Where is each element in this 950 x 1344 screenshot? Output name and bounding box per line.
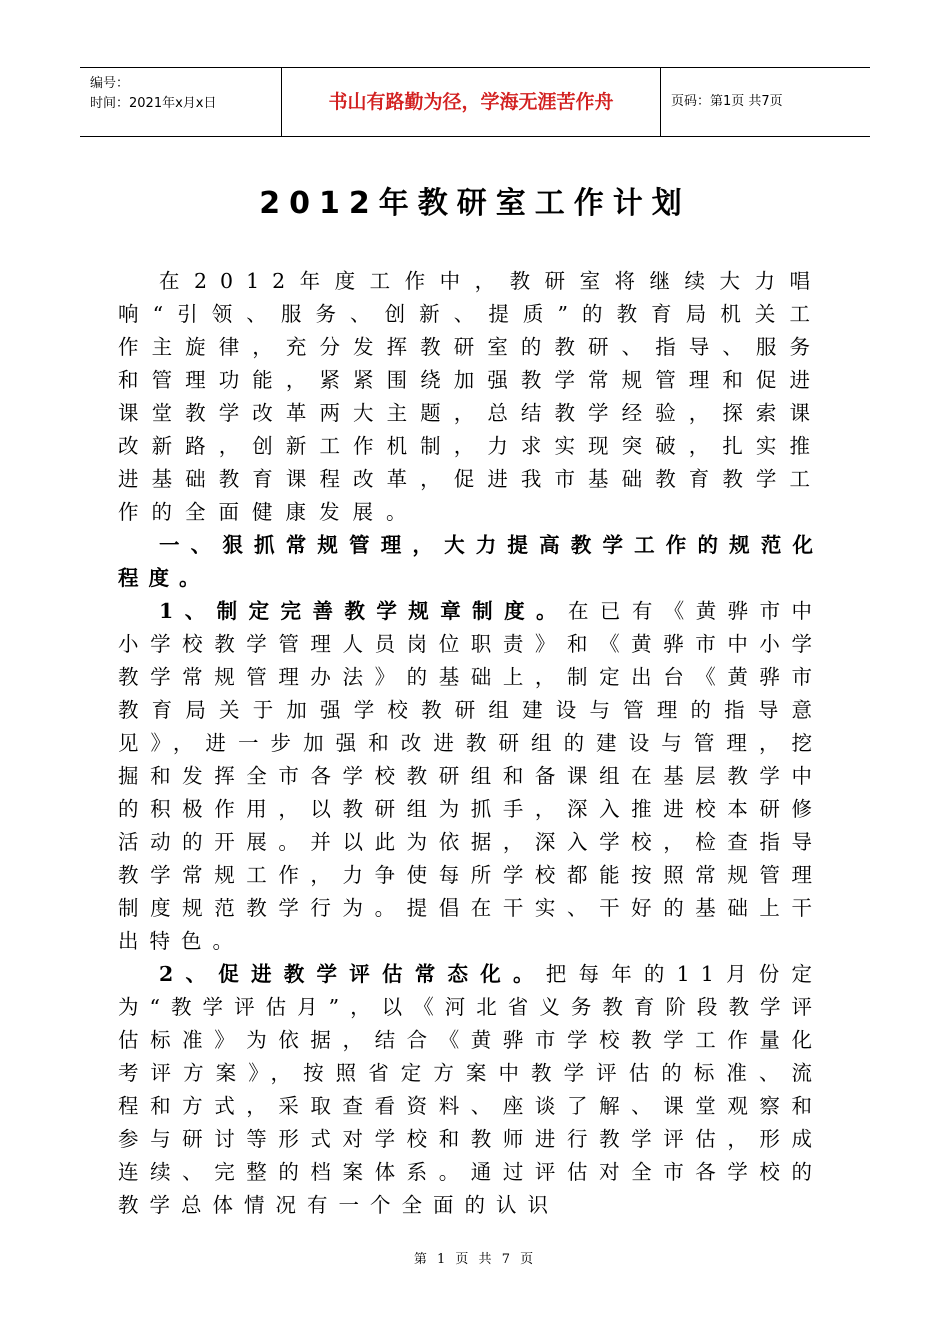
header-info-cell	[80, 68, 281, 136]
page-label: 页码：第1页 共7页	[671, 94, 783, 109]
number-label: 编号：	[90, 76, 130, 91]
intro-paragraph: 在2012年度工作中，教研室将继续大力唱响“引领、服务、创新、提质”的教育局机关工作主旋律，充分发挥教研室的教研、指导、服务和管理功能，紧紧围绕加强教学常规管理和促进课堂教学改革两大主题，总结教学经验，探索课改新路，创新工作机制，力求实现突破，扎实推进基础教育课程改革，促进我市基础教育教学工作的全面健康发展。	[118, 269, 823, 524]
item-2-lead: 2、促进教学评估常态化。	[159, 962, 546, 986]
item-1-lead: 1、制定完善教学规章制度。	[159, 599, 568, 623]
document-header	[80, 67, 870, 137]
section-heading: 一、狠抓常规管理，大力提高教学工作的规范化程度。	[118, 533, 823, 590]
item-2-paragraph	[118, 958, 823, 1222]
page-title: 2012年教研室工作计划	[259, 186, 691, 221]
time-label: 时间：2021年x月x日	[90, 96, 217, 111]
motto: 书山有路勤为径，学海无涯苦作舟	[281, 68, 661, 136]
page-footer: 第 1 页 共 7 页	[413, 1252, 537, 1267]
document-body	[118, 265, 823, 1222]
item-1-paragraph	[118, 595, 823, 958]
item-1-text: 在已有《黄骅市中小学校教学管理人员岗位职责》和《黄骅市中小学教学常规管理办法》的基础上，制定出台《黄骅市教育局关于加强学校教研组建设与管理的指导意见》，进一步加强和改进教研组的建设与管理，挖掘和发挥全市各学校教研组和备课组在基层教学中的积极作用，以教研组为抓手，深入推进校本研修活动的开展。并以此为依据，深入学校，检查指导教学常规工作，力争使每所学校都能按照常规管理制度规范教学行为。提倡在干实、干好的基础上干出特色。	[118, 599, 824, 953]
item-2-text: 把每年的11月份定为“教学评估月”，以《河北省义务教育阶段教学评估标准》为依据，结合《黄骅市学校教学工作量化考评方案》，按照省定方案中教学评估的标准、流程和方式，采取查看资料、座谈了解、课堂观察和参与研讨等形式对学校和教师进行教学评估，形成连续、完整的档案体系。通过评估对全市各学校的教学总体情况有一个全面的认识	[118, 962, 823, 1217]
